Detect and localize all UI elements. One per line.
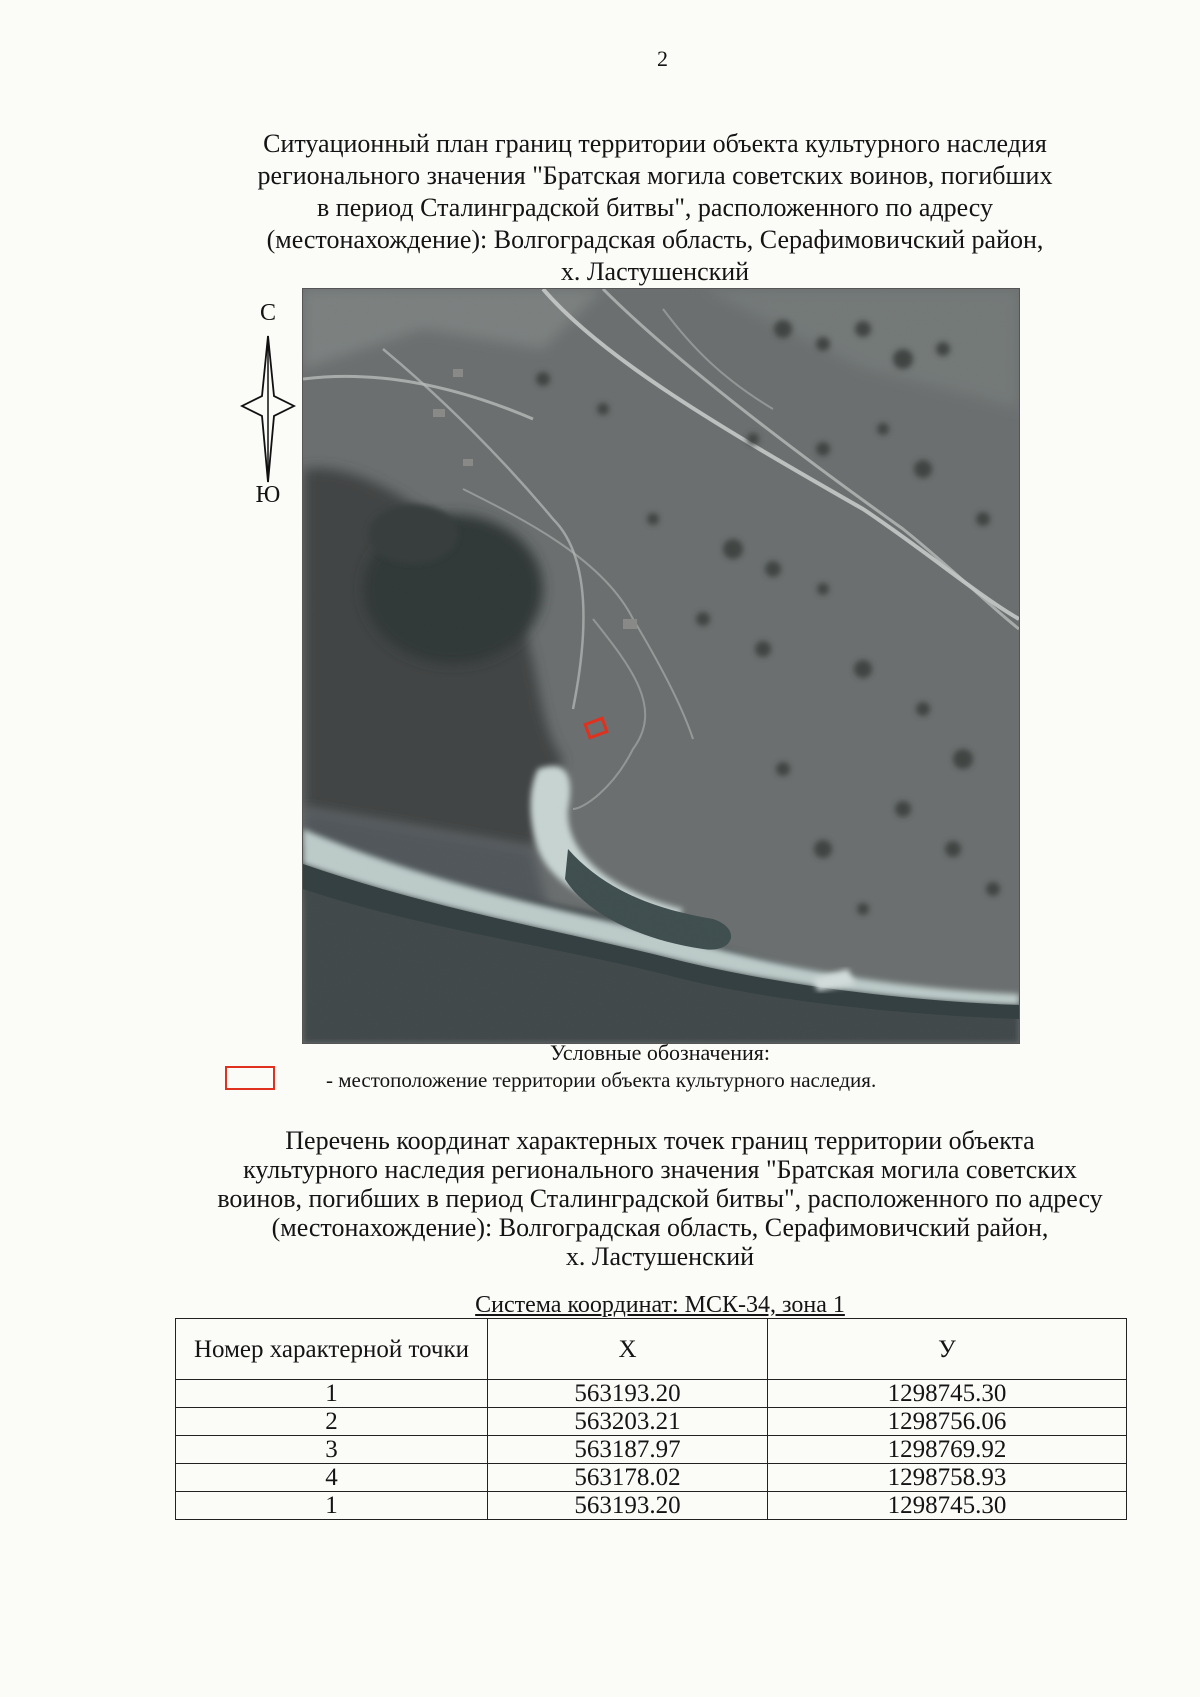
x-cell: 563193.20: [488, 1492, 768, 1520]
y-cell: 1298745.30: [768, 1492, 1127, 1520]
map-title: [200, 128, 1110, 288]
table-header-row: [176, 1319, 1127, 1380]
coordinate-system-label: Система координат: МСК-34, зона 1: [475, 1292, 845, 1318]
table-row: [176, 1436, 1127, 1464]
map-title-line: х. Ластушенский: [560, 257, 750, 286]
y-cell: 1298745.30: [768, 1380, 1127, 1408]
table-row: [176, 1492, 1127, 1520]
compass-rose: [238, 300, 298, 510]
coordinates-title-line: Перечень координат характерных точек границ территории объекта: [285, 1126, 1035, 1155]
point-number-cell: 3: [176, 1436, 488, 1464]
point-number-cell: 2: [176, 1408, 488, 1436]
x-cell: 563178.02: [488, 1464, 768, 1492]
page-number: 2: [657, 46, 668, 71]
map-title-line: Ситуационный план границ территории объекта культурного наследия: [263, 129, 1047, 158]
map-title-line: регионального значения "Братская могила советских воинов, погибших: [257, 161, 1053, 190]
table-row: [176, 1380, 1127, 1408]
y-cell: 1298758.93: [768, 1464, 1127, 1492]
header-x: Х: [488, 1319, 768, 1380]
point-number-cell: 4: [176, 1464, 488, 1492]
point-number-cell: 1: [176, 1380, 488, 1408]
map-title-line: (местонахождение): Волгоградская область, Серафимовичский район,: [266, 225, 1044, 254]
y-cell: 1298769.92: [768, 1436, 1127, 1464]
legend-swatch: [225, 1066, 275, 1090]
coordinates-title: [170, 1126, 1150, 1271]
satellite-image: [303, 289, 1019, 1043]
y-cell: 1298756.06: [768, 1408, 1127, 1436]
coordinates-title-line: (местонахождение): Волгоградская область, Серафимовичский район,: [271, 1213, 1049, 1242]
x-cell: 563193.20: [488, 1380, 768, 1408]
compass-north-label: С: [259, 300, 276, 326]
point-number-cell: 1: [176, 1492, 488, 1520]
table-row: [176, 1464, 1127, 1492]
legend-title: Условные обозначения:: [549, 1040, 771, 1065]
header-point-number: Номер характерной точки: [176, 1319, 488, 1380]
legend-item-text: - местоположение территории объекта культурного наследия.: [326, 1068, 877, 1092]
coordinates-title-line: воинов, погибших в период Сталинградской битвы", расположенного по адресу: [217, 1184, 1103, 1213]
aerial-map: [302, 288, 1020, 1044]
header-y: У: [768, 1319, 1127, 1380]
table-row: [176, 1408, 1127, 1436]
coordinates-title-line: культурного наследия регионального значения "Братская могила советских: [243, 1155, 1077, 1184]
compass-south-label: Ю: [255, 482, 281, 508]
map-title-line: в период Сталинградской битвы", расположенного по адресу: [317, 193, 993, 222]
x-cell: 563187.97: [488, 1436, 768, 1464]
x-cell: 563203.21: [488, 1408, 768, 1436]
compass-arrow-icon: [238, 334, 298, 484]
coordinates-title-line: х. Ластушенский: [565, 1242, 755, 1271]
coordinates-table: [175, 1318, 1127, 1520]
